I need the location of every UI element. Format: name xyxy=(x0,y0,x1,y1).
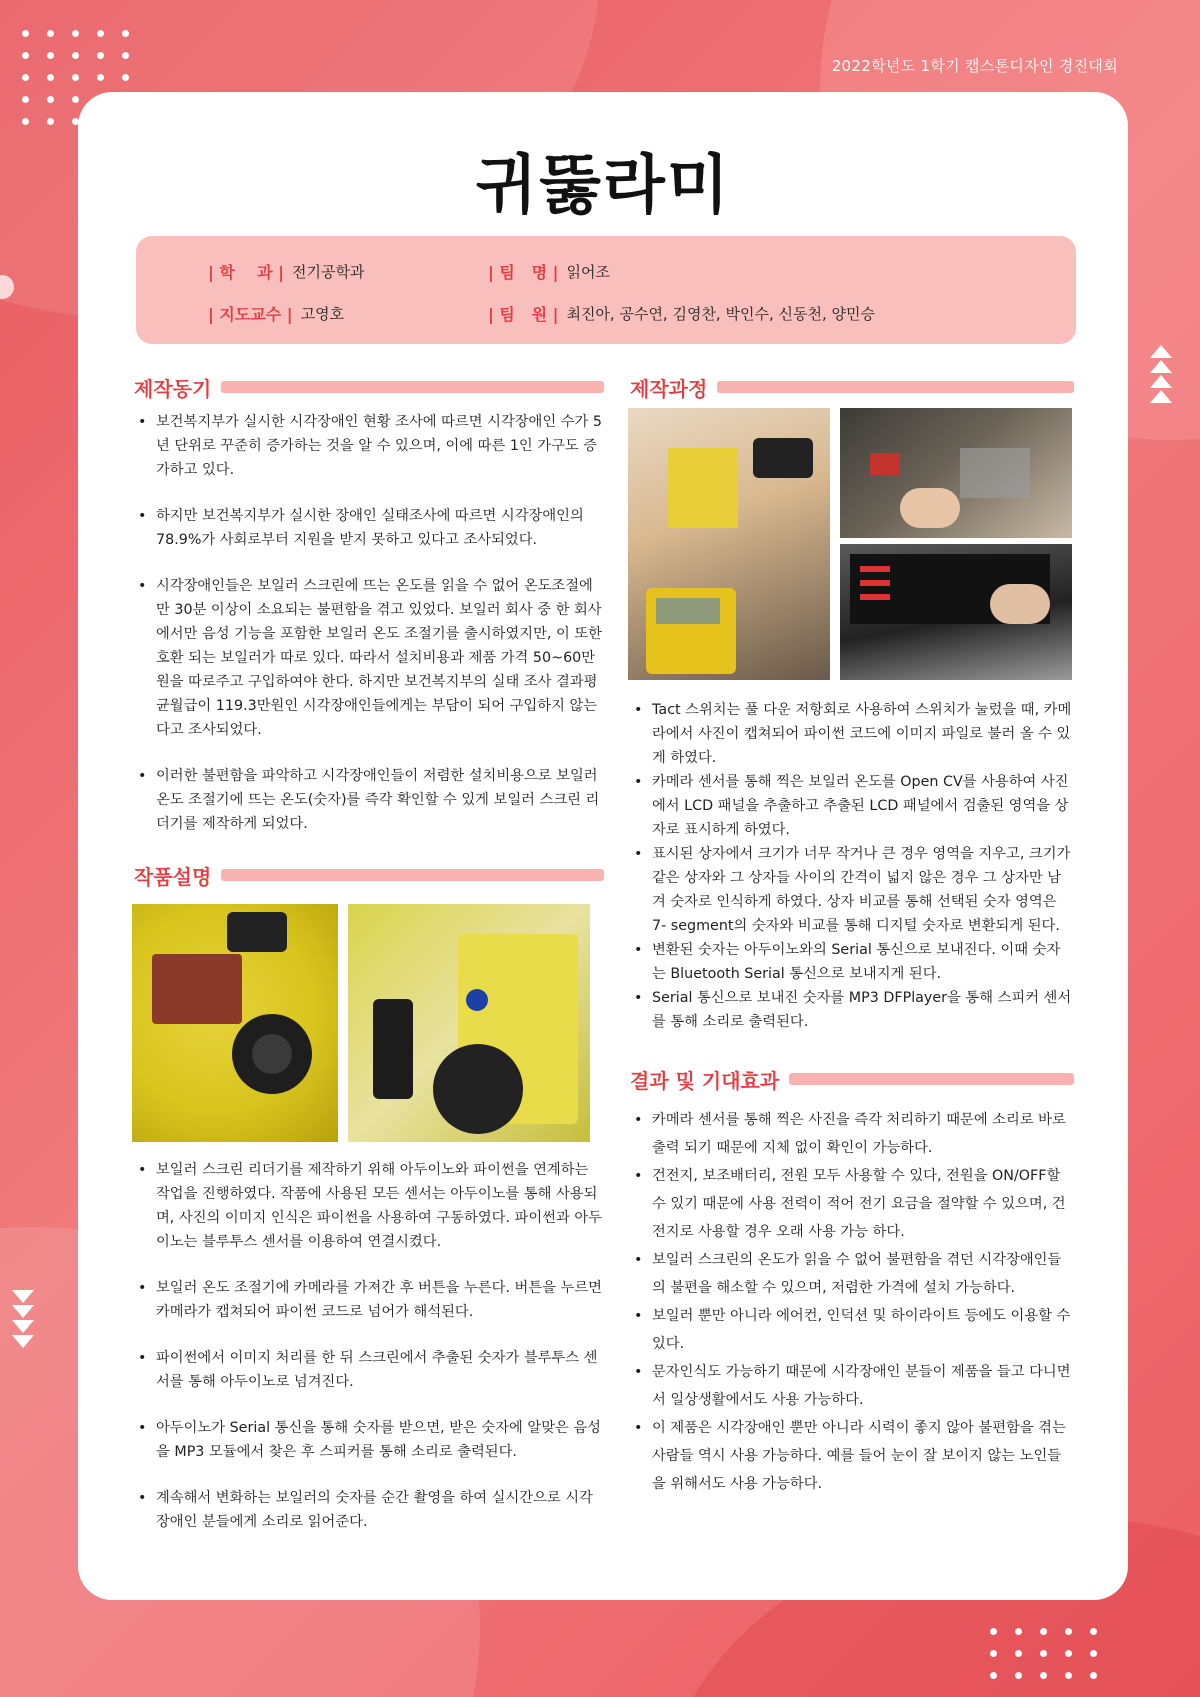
info-label: | 지도교수 | xyxy=(208,305,293,324)
list-item: • 표시된 상자에서 크기가 너무 작거나 큰 경우 영역을 지우고, 크기가 같은 상자와 그 상자들 사이의 간격이 넓지 않은 경우 그 상자만 남겨 숫자로 인식하게 하였다. 상자 비교를 통해 선택된 숫자 영역은 7- segment의 숫자와 비교를 통해 디지털 숫자로 변환되게 된다. xyxy=(630,842,1074,938)
results-list xyxy=(630,1106,1074,1498)
decor-up-arrows-icon xyxy=(1150,345,1172,403)
list-item: • 시각장애인들은 보일러 스크린에 뜨는 온도를 읽을 수 없어 온도조절에만 30분 이상이 소요되는 불편함을 겪고 있었다. 보일러 회사 중 한 회사에서만 음성 기능을 포함한 보일러 온도 조절기를 출시하였지만, 이 또한 호환 되는 보일러가 따로 있다. 따라서 설치비용과 제품 가격 50~60만원을 따로주고 구입하여야 한다. 하지만 보건복지부의 실태 조사 결과평균월급이 119.3만원인 시각장애인들에게는 부담이 되어 구입하지 않는다고 조사되었다. xyxy=(134,574,604,742)
photo-arduino-circuit xyxy=(132,904,338,1142)
motivation-list xyxy=(134,410,604,836)
info-label: | 팀 명 | xyxy=(488,263,559,282)
list-item: • 이 제품은 시각장애인 뿐만 아니라 시력이 좋지 않아 불편함을 겪는 사람들 역시 사용 가능하다. 예를 들어 눈이 잘 보이지 않는 노인들을 위해서도 사용 가능하다. xyxy=(630,1414,1074,1498)
description-text xyxy=(134,1158,604,1534)
list-item: • Tact 스위치는 풀 다운 저항회로 사용하여 스위치가 눌렀을 때, 카메라에서 사진이 캡쳐되어 파이썬 코드에 이미지 파일로 불러 올 수 있게 하였다. xyxy=(630,698,1074,770)
list-item: • 이러한 불편함을 파악하고 시각장애인들이 저렴한 설치비용으로 보일러 온도 조절기에 뜨는 온도(숫자)를 즉각 확인할 수 있게 보일러 스크린 리더기를 제작하게 되었다. xyxy=(134,764,604,836)
section-title: 제작과정 xyxy=(630,376,708,401)
list-item: • 하지만 보건복지부가 실시한 장애인 실태조사에 따르면 시각장애인의 78.9%가 사회로부터 지원을 받지 못하고 있다고 조사되었다. xyxy=(134,504,604,552)
list-item: • 카메라 센서를 통해 찍은 사진을 즉각 처리하기 때문에 소리로 바로 출력 되기 때문에 지체 없이 확인이 가능하다. xyxy=(630,1106,1074,1162)
info-value: 고영호 xyxy=(300,305,345,323)
section-results xyxy=(630,1066,1074,1498)
list-item: • 파이썬에서 이미지 처리를 한 뒤 스크린에서 추출된 숫자가 블루투스 센서를 통해 아두이노로 넘겨진다. xyxy=(134,1346,604,1394)
section-motivation xyxy=(134,374,604,836)
info-value: 최진아, 공수연, 김영찬, 박인수, 신동천, 양민승 xyxy=(566,305,875,323)
section-description xyxy=(134,862,604,888)
list-item: • 계속해서 변화하는 보일러의 숫자를 순간 촬영을 하여 실시간으로 시각장애인 분들에게 소리로 읽어준다. xyxy=(134,1486,604,1534)
event-name: 2022학년도 1학기 캡스톤디자인 경진대회 xyxy=(831,57,1118,75)
section-bar xyxy=(789,1073,1074,1085)
list-item: • Serial 통신으로 보내진 숫자를 MP3 DFPlayer을 통해 스피커 센서를 통해 소리로 출력된다. xyxy=(630,986,1074,1034)
info-team xyxy=(488,260,610,283)
section-title: 작품설명 xyxy=(134,864,212,889)
info-members xyxy=(488,302,875,325)
process-text xyxy=(630,698,1074,1034)
section-header xyxy=(134,862,604,888)
list-item: • 보일러 뿐만 아니라 에어컨, 인덕션 및 하이라이트 등에도 이용할 수 있다. xyxy=(630,1302,1074,1358)
section-header xyxy=(630,374,1074,400)
photo-wiring xyxy=(840,408,1072,538)
decor-down-arrows-icon xyxy=(12,1290,34,1348)
list-item: • 문자인식도 가능하기 때문에 시각장애인 분들이 제품을 들고 다니면서 일상생활에서도 사용 가능하다. xyxy=(630,1358,1074,1414)
section-bar xyxy=(221,381,604,393)
info-value: 읽어조 xyxy=(566,263,610,281)
list-item: • 보건복지부가 실시한 시각장애인 현황 조사에 따르면 시각장애인 수가 5년 단위로 꾸준히 증가하는 것을 알 수 있으며, 이에 따른 1인 가구도 증가하고 있다. xyxy=(134,410,604,482)
list-item: • 보일러 온도 조절기에 카메라를 가져간 후 버튼을 누른다. 버튼을 누르면 카메라가 캡쳐되어 파이썬 코드로 넘어가 해석된다. xyxy=(134,1276,604,1324)
list-item: • 보일러 스크린 리더기를 제작하기 위해 아두이노와 파이썬을 연계하는 작업을 진행하였다. 작품에 사용된 모든 센서는 아두이노를 통해 사용되며, 사진의 이미지 인식은 파이썬을 사용하여 구동하였다. 파이썬과 아두이노는 블루투스 센서를 이용하여 연결시켰다. xyxy=(134,1158,604,1254)
section-header xyxy=(630,1066,1074,1092)
info-box xyxy=(136,236,1076,344)
photo-laptop-screen xyxy=(840,544,1072,680)
section-title: 결과 및 기대효과 xyxy=(630,1068,780,1093)
section-header xyxy=(134,374,604,400)
photo-multimeter-test xyxy=(628,408,830,680)
list-item: • 카메라 센서를 통해 찍은 보일러 온도를 Open CV를 사용하여 사진에서 LCD 패널을 추출하고 추출된 LCD 패널에서 검출된 영역을 상자로 표시하게 하였다. xyxy=(630,770,1074,842)
info-advisor xyxy=(208,302,344,325)
info-dept xyxy=(208,260,364,283)
section-bar xyxy=(717,381,1074,393)
info-value: 전기공학과 xyxy=(292,263,365,281)
info-label: | 학 과 | xyxy=(208,263,285,282)
list-item: • 변환된 숫자는 아두이노와의 Serial 통신으로 보내진다. 이때 숫자는 Bluetooth Serial 통신으로 보내지게 된다. xyxy=(630,938,1074,986)
info-label: | 팀 원 | xyxy=(488,305,559,324)
poster-card xyxy=(78,92,1128,1600)
section-title: 제작동기 xyxy=(134,376,212,401)
description-list xyxy=(134,1158,604,1534)
photo-finished-product xyxy=(348,904,590,1142)
list-item: • 보일러 스크린의 온도가 읽을 수 없어 불편함을 겪던 시각장애인들의 불편을 해소할 수 있으며, 저렴한 가격에 설치 가능하다. xyxy=(630,1246,1074,1302)
list-item: • 건전지, 보조배터리, 전원 모두 사용할 수 있다, 전원을 ON/OFF할 수 있기 때문에 사용 전력이 적어 전기 요금을 절약할 수 있으며, 건전지로 사용할 경우 오래 사용 가능 하다. xyxy=(630,1162,1074,1246)
section-process xyxy=(630,374,1074,400)
process-list xyxy=(630,698,1074,1034)
section-bar xyxy=(221,869,604,881)
decor-dots xyxy=(990,1628,1100,1679)
list-item: • 아두이노가 Serial 통신을 통해 숫자를 받으면, 받은 숫자에 알맞은 음성을 MP3 모듈에서 찾은 후 스피커를 통해 소리로 출력된다. xyxy=(134,1416,604,1464)
poster-title: 귀뚫라미 xyxy=(475,149,731,223)
